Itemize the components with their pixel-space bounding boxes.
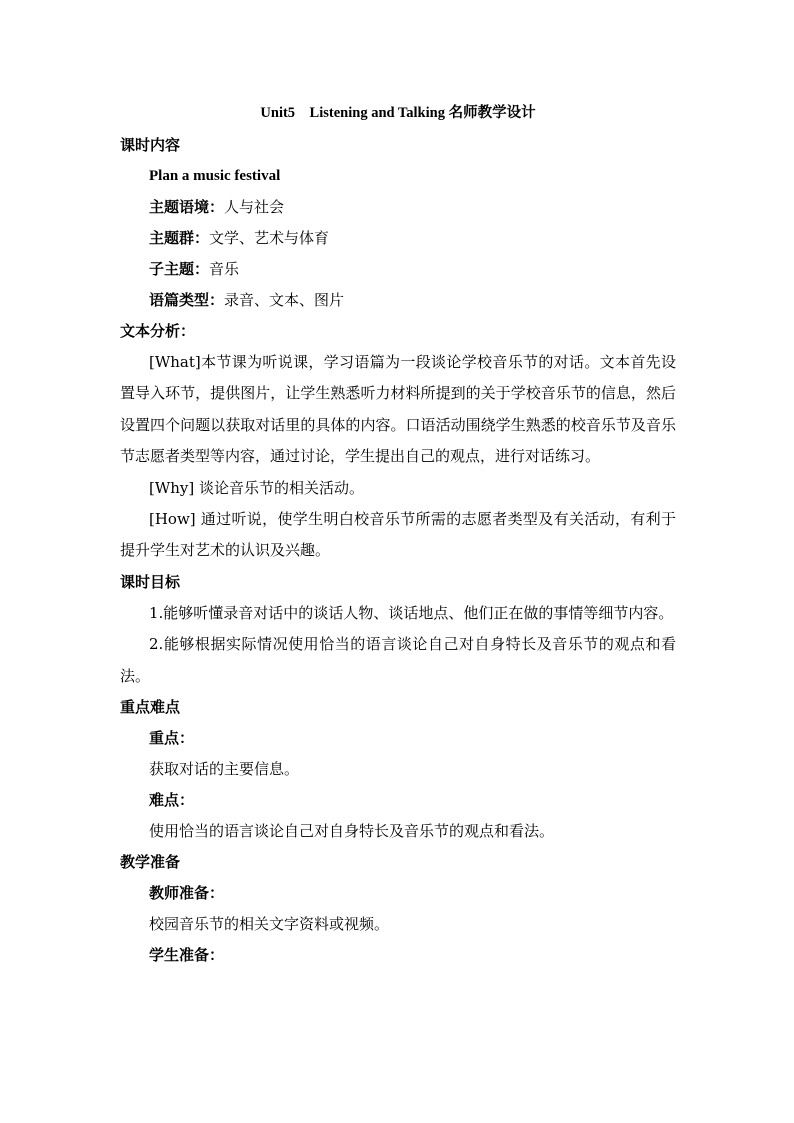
lesson-title: Plan a music festival xyxy=(149,168,281,184)
why-paragraph: [Why] 谈论音乐节的相关活动。 xyxy=(149,478,365,497)
heading-teaching-prep: 教学准备 xyxy=(120,853,181,872)
key-point-text: 获取对话的主要信息。 xyxy=(149,760,300,779)
theme-group-value: 文学、艺术与体育 xyxy=(209,229,330,247)
student-prep-label: 学生准备： xyxy=(149,946,225,965)
text-type-label: 语篇类型： xyxy=(149,291,225,309)
heading-text-analysis: 文本分析： xyxy=(120,322,196,340)
key-point-label: 重点： xyxy=(149,729,195,748)
teacher-prep-text: 校园音乐节的相关文字资料或视频。 xyxy=(149,915,390,934)
sub-theme-label: 子主题： xyxy=(149,260,210,278)
what-paragraph: [What]本节课为听说课，学习语篇为一段谈论学校音乐节的对话。文本首先设置导入环节，提供图片，让学生熟悉听力材料所提到的关于学校音乐节的信息，然后设置四个问题以获取对话里的具体的内容。口语活动围绕学生熟悉的校音乐节及音乐节志愿者类型等内容，通过讨论，学生提出自己的观点，进行对话练习。 xyxy=(120,353,676,466)
text-type-row xyxy=(120,285,676,316)
theme-context-label: 主题语境： xyxy=(149,198,225,216)
how-paragraph: [How] 通过听说，使学生明白校音乐节所需的志愿者类型及有关活动，有利于提升学生对艺术的认识及兴趣。 xyxy=(120,510,676,560)
theme-context-row xyxy=(120,192,676,223)
heading-key-difficult: 重点难点 xyxy=(120,698,181,717)
text-type-value: 录音、文本、图片 xyxy=(224,291,345,309)
sub-theme-row xyxy=(120,254,676,285)
teacher-prep-label: 教师准备： xyxy=(149,884,225,903)
goal-item-2: 2.能够根据实际情况使用恰当的语言谈论自己对自身特长及音乐节的观点和看法。 xyxy=(120,635,676,685)
sub-theme-value: 音乐 xyxy=(209,260,240,278)
difficulty-text: 使用恰当的语言谈论自己对自身特长及音乐节的观点和看法。 xyxy=(149,822,555,841)
heading-lesson-content: 课时内容 xyxy=(120,136,181,154)
document-body xyxy=(120,100,676,971)
page-title: Unit5 Listening and Talking 名师教学设计 xyxy=(260,105,536,121)
heading-lesson-goals: 课时目标 xyxy=(120,572,181,591)
theme-group-row xyxy=(120,223,676,254)
difficulty-label: 难点： xyxy=(149,791,195,810)
theme-context-value: 人与社会 xyxy=(224,198,285,216)
theme-group-label: 主题群： xyxy=(149,229,210,247)
goal-item-1: 1.能够听懂录音对话中的谈话人物、谈话地点、他们正在做的事情等细节内容。 xyxy=(149,603,674,622)
